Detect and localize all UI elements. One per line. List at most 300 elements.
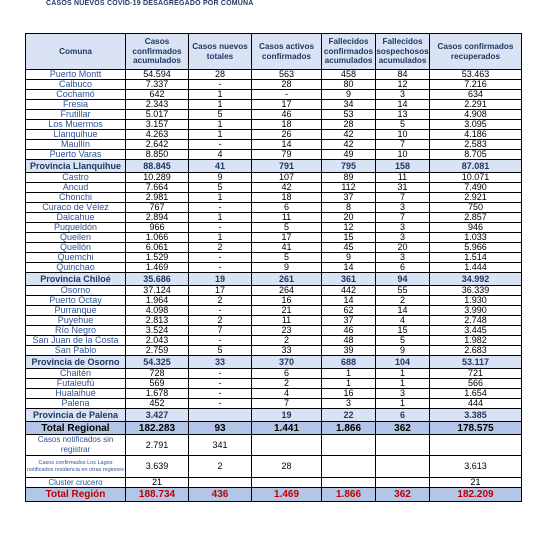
- recuperados-cell: 4.186: [430, 130, 522, 140]
- page-title: CASOS NUEVOS COVID-19 DESAGREGADO POR COMUNA: [46, 0, 254, 7]
- comuna-cell: Chonchi: [26, 193, 126, 203]
- activos-cell: 5: [252, 253, 322, 263]
- comuna-cell: Maullín: [26, 140, 126, 150]
- header-confirmados-acumulados: Casos confirmados acumulados: [126, 34, 189, 70]
- fallecidos-sospechosos-cell: 5: [376, 120, 430, 130]
- fallecidos-confirmados-cell: 1: [322, 369, 376, 379]
- fallecidos-sospechosos-cell: 1: [376, 399, 430, 409]
- recuperados-cell: 4.908: [430, 110, 522, 120]
- nuevos-cell: 5: [189, 346, 252, 356]
- fallecidos-confirmados-cell: 37: [322, 316, 376, 326]
- nuevos-cell: 5: [189, 110, 252, 120]
- confirmados-cell: 3.524: [126, 326, 189, 336]
- activos-cell: [252, 478, 322, 488]
- fallecidos-confirmados-cell: 22: [322, 409, 376, 422]
- nuevos-cell: 2: [189, 316, 252, 326]
- recuperados-cell: 178.575: [430, 422, 522, 435]
- recuperados-cell: 182.209: [430, 488, 522, 502]
- recuperados-cell: 53.117: [430, 356, 522, 369]
- fallecidos-sospechosos-cell: 6: [376, 409, 430, 422]
- recuperados-cell: 750: [430, 203, 522, 213]
- table-row: [26, 306, 522, 316]
- comuna-cell: Río Negro: [26, 326, 126, 336]
- table-row: [26, 203, 522, 213]
- comuna-cell: Puerto Montt: [26, 70, 126, 80]
- recuperados-cell: 87.081: [430, 160, 522, 173]
- confirmados-cell: 54.594: [126, 70, 189, 80]
- activos-cell: 1.441: [252, 422, 322, 435]
- activos-cell: 19: [252, 409, 322, 422]
- recuperados-cell: 2.291: [430, 100, 522, 110]
- table-row: [26, 70, 522, 80]
- table-row: [26, 140, 522, 150]
- nuevos-cell: 9: [189, 173, 252, 183]
- comuna-cell: Quellón: [26, 243, 126, 253]
- activos-cell: 791: [252, 160, 322, 173]
- activos-cell: 563: [252, 70, 322, 80]
- covid-commune-table: [25, 33, 522, 502]
- comuna-cell: Fresia: [26, 100, 126, 110]
- table-row: [26, 286, 522, 296]
- confirmados-cell: 54.325: [126, 356, 189, 369]
- activos-cell: 9: [252, 263, 322, 273]
- comuna-cell: San Juan de la Costa: [26, 336, 126, 346]
- confirmados-cell: 2.791: [126, 435, 189, 456]
- comuna-cell: Provincia Chiloé: [26, 273, 126, 286]
- activos-cell: 28: [252, 456, 322, 478]
- fallecidos-sospechosos-cell: 11: [376, 173, 430, 183]
- nuevos-cell: -: [189, 140, 252, 150]
- fallecidos-sospechosos-cell: 94: [376, 273, 430, 286]
- table-row: [26, 193, 522, 203]
- confirmados-cell: 3.639: [126, 456, 189, 478]
- confirmados-cell: 3.157: [126, 120, 189, 130]
- fallecidos-confirmados-cell: 9: [322, 90, 376, 100]
- nuevos-cell: 2: [189, 456, 252, 478]
- comuna-cell: Purranque: [26, 306, 126, 316]
- confirmados-cell: 1.529: [126, 253, 189, 263]
- activos-cell: 28: [252, 80, 322, 90]
- confirmados-cell: 6.061: [126, 243, 189, 253]
- recuperados-cell: 34.992: [430, 273, 522, 286]
- confirmados-cell: 7.664: [126, 183, 189, 193]
- comuna-cell: Casos notificados sin registrar: [26, 435, 126, 456]
- activos-cell: 14: [252, 140, 322, 150]
- activos-cell: 11: [252, 316, 322, 326]
- fallecidos-sospechosos-cell: 362: [376, 488, 430, 502]
- fallecidos-sospechosos-cell: 14: [376, 100, 430, 110]
- nuevos-cell: 17: [189, 286, 252, 296]
- nuevos-cell: 93: [189, 422, 252, 435]
- fallecidos-sospechosos-cell: 362: [376, 422, 430, 435]
- activos-cell: 18: [252, 193, 322, 203]
- nuevos-cell: 5: [189, 183, 252, 193]
- comuna-cell: Casos confirmados Los Lagos notificados residencia en otras regiones: [26, 456, 126, 478]
- fallecidos-sospechosos-cell: 3: [376, 389, 430, 399]
- recuperados-cell: 1.444: [430, 263, 522, 273]
- comuna-cell: Palena: [26, 399, 126, 409]
- activos-cell: 18: [252, 120, 322, 130]
- fallecidos-sospechosos-cell: 2: [376, 296, 430, 306]
- recuperados-cell: 1.514: [430, 253, 522, 263]
- confirmados-cell: 767: [126, 203, 189, 213]
- confirmados-cell: 1.066: [126, 233, 189, 243]
- activos-cell: -: [252, 90, 322, 100]
- comuna-cell: Ancud: [26, 183, 126, 193]
- header-casos-nuevos: Casos nuevos totales: [189, 34, 252, 70]
- fallecidos-sospechosos-cell: 6: [376, 263, 430, 273]
- fallecidos-sospechosos-cell: 7: [376, 193, 430, 203]
- table-row: [26, 233, 522, 243]
- fallecidos-confirmados-cell: 34: [322, 100, 376, 110]
- confirmados-cell: 569: [126, 379, 189, 389]
- fallecidos-confirmados-cell: 39: [322, 346, 376, 356]
- fallecidos-confirmados-cell: 53: [322, 110, 376, 120]
- nuevos-cell: 1: [189, 130, 252, 140]
- table-row: [26, 173, 522, 183]
- recuperados-cell: [430, 435, 522, 456]
- activos-cell: 33: [252, 346, 322, 356]
- activos-cell: 26: [252, 130, 322, 140]
- confirmados-cell: 10.289: [126, 173, 189, 183]
- confirmados-cell: 2.981: [126, 193, 189, 203]
- activos-cell: 11: [252, 213, 322, 223]
- comuna-cell: Quemchi: [26, 253, 126, 263]
- table-row: [26, 130, 522, 140]
- fallecidos-confirmados-cell: 46: [322, 326, 376, 336]
- nuevos-cell: 4: [189, 150, 252, 160]
- fallecidos-sospechosos-cell: 7: [376, 213, 430, 223]
- fallecidos-confirmados-cell: 12: [322, 223, 376, 233]
- recuperados-cell: 1.930: [430, 296, 522, 306]
- recuperados-cell: 3.445: [430, 326, 522, 336]
- activos-cell: 17: [252, 233, 322, 243]
- fallecidos-confirmados-cell: 1.866: [322, 488, 376, 502]
- fallecidos-sospechosos-cell: 3: [376, 203, 430, 213]
- header-row: [26, 34, 522, 70]
- comuna-cell: Puerto Octay: [26, 296, 126, 306]
- fallecidos-confirmados-cell: 361: [322, 273, 376, 286]
- fallecidos-confirmados-cell: 16: [322, 389, 376, 399]
- recuperados-cell: 566: [430, 379, 522, 389]
- fallecidos-sospechosos-cell: 3: [376, 253, 430, 263]
- fallecidos-sospechosos-cell: [376, 435, 430, 456]
- header-recuperados: Casos confirmados recuperados: [430, 34, 522, 70]
- fallecidos-sospechosos-cell: 12: [376, 80, 430, 90]
- nuevos-cell: 7: [189, 326, 252, 336]
- comuna-cell: Cochamó: [26, 90, 126, 100]
- activos-cell: 46: [252, 110, 322, 120]
- comuna-cell: Puqueldón: [26, 223, 126, 233]
- regional-total-row: [26, 422, 522, 435]
- fallecidos-sospechosos-cell: 31: [376, 183, 430, 193]
- confirmados-cell: 188.734: [126, 488, 189, 502]
- province-subtotal-row: [26, 273, 522, 286]
- comuna-cell: San Pablo: [26, 346, 126, 356]
- fallecidos-sospechosos-cell: 3: [376, 90, 430, 100]
- activos-cell: [252, 435, 322, 456]
- confirmados-cell: 88.845: [126, 160, 189, 173]
- note-row: [26, 456, 522, 478]
- fallecidos-confirmados-cell: 48: [322, 336, 376, 346]
- nuevos-cell: -: [189, 203, 252, 213]
- confirmados-cell: 966: [126, 223, 189, 233]
- activos-cell: 79: [252, 150, 322, 160]
- recuperados-cell: 21: [430, 478, 522, 488]
- table-row: [26, 336, 522, 346]
- confirmados-cell: 3.427: [126, 409, 189, 422]
- table-row: [26, 183, 522, 193]
- nuevos-cell: 1: [189, 193, 252, 203]
- fallecidos-confirmados-cell: 89: [322, 173, 376, 183]
- confirmados-cell: 2.642: [126, 140, 189, 150]
- fallecidos-sospechosos-cell: 55: [376, 286, 430, 296]
- recuperados-cell: 1.982: [430, 336, 522, 346]
- recuperados-cell: 1.654: [430, 389, 522, 399]
- confirmados-cell: 1.469: [126, 263, 189, 273]
- comuna-cell: Total Regional: [26, 422, 126, 435]
- activos-cell: 2: [252, 336, 322, 346]
- confirmados-cell: 4.263: [126, 130, 189, 140]
- nuevos-cell: 1: [189, 233, 252, 243]
- recuperados-cell: 53.463: [430, 70, 522, 80]
- confirmados-cell: 2.343: [126, 100, 189, 110]
- comuna-cell: Queilen: [26, 233, 126, 243]
- nuevos-cell: 2: [189, 243, 252, 253]
- fallecidos-confirmados-cell: 8: [322, 203, 376, 213]
- recuperados-cell: 634: [430, 90, 522, 100]
- activos-cell: 17: [252, 100, 322, 110]
- table-row: [26, 100, 522, 110]
- confirmados-cell: 2.813: [126, 316, 189, 326]
- confirmados-cell: 2.759: [126, 346, 189, 356]
- confirmados-cell: 2.043: [126, 336, 189, 346]
- comuna-cell: Futaleufú: [26, 379, 126, 389]
- table-row: [26, 253, 522, 263]
- comuna-cell: Puerto Varas: [26, 150, 126, 160]
- nuevos-cell: 33: [189, 356, 252, 369]
- confirmados-cell: 452: [126, 399, 189, 409]
- comuna-cell: Los Muermos: [26, 120, 126, 130]
- fallecidos-confirmados-cell: 112: [322, 183, 376, 193]
- fallecidos-confirmados-cell: 80: [322, 80, 376, 90]
- confirmados-cell: 1.964: [126, 296, 189, 306]
- table-row: [26, 326, 522, 336]
- recuperados-cell: 10.071: [430, 173, 522, 183]
- fallecidos-confirmados-cell: 37: [322, 193, 376, 203]
- table-row: [26, 110, 522, 120]
- nuevos-cell: -: [189, 389, 252, 399]
- fallecidos-sospechosos-cell: 3: [376, 233, 430, 243]
- nuevos-cell: -: [189, 369, 252, 379]
- province-subtotal-row: [26, 356, 522, 369]
- activos-cell: 21: [252, 306, 322, 316]
- comuna-cell: Provincia de Osorno: [26, 356, 126, 369]
- fallecidos-confirmados-cell: 14: [322, 263, 376, 273]
- table-row: [26, 150, 522, 160]
- recuperados-cell: 3.385: [430, 409, 522, 422]
- recuperados-cell: 2.748: [430, 316, 522, 326]
- recuperados-cell: 2.857: [430, 213, 522, 223]
- nuevos-cell: 1: [189, 100, 252, 110]
- fallecidos-confirmados-cell: 688: [322, 356, 376, 369]
- table-row: [26, 243, 522, 253]
- nuevos-cell: 1: [189, 90, 252, 100]
- fallecidos-sospechosos-cell: 5: [376, 336, 430, 346]
- fallecidos-sospechosos-cell: 15: [376, 326, 430, 336]
- recuperados-cell: 721: [430, 369, 522, 379]
- comuna-cell: Osorno: [26, 286, 126, 296]
- fallecidos-confirmados-cell: 42: [322, 140, 376, 150]
- comuna-cell: Cluster crucero: [26, 478, 126, 488]
- activos-cell: 370: [252, 356, 322, 369]
- recuperados-cell: 2.683: [430, 346, 522, 356]
- confirmados-cell: 8.850: [126, 150, 189, 160]
- recuperados-cell: 7.490: [430, 183, 522, 193]
- fallecidos-sospechosos-cell: 14: [376, 306, 430, 316]
- fallecidos-confirmados-cell: [322, 478, 376, 488]
- comuna-cell: Total Región: [26, 488, 126, 502]
- recuperados-cell: 3.095: [430, 120, 522, 130]
- recuperados-cell: 1.033: [430, 233, 522, 243]
- comuna-cell: Dalcahue: [26, 213, 126, 223]
- nuevos-cell: 1: [189, 213, 252, 223]
- table-row: [26, 263, 522, 273]
- activos-cell: 2: [252, 379, 322, 389]
- comuna-cell: Calbuco: [26, 80, 126, 90]
- activos-cell: 41: [252, 243, 322, 253]
- fallecidos-sospechosos-cell: 9: [376, 346, 430, 356]
- confirmados-cell: 35.686: [126, 273, 189, 286]
- fallecidos-sospechosos-cell: 10: [376, 150, 430, 160]
- table-row: [26, 389, 522, 399]
- fallecidos-sospechosos-cell: 158: [376, 160, 430, 173]
- comuna-cell: Chaitén: [26, 369, 126, 379]
- fallecidos-sospechosos-cell: 4: [376, 316, 430, 326]
- table-row: [26, 223, 522, 233]
- comuna-cell: Hualaihué: [26, 389, 126, 399]
- note-row: [26, 435, 522, 456]
- province-subtotal-row: [26, 160, 522, 173]
- confirmados-cell: 4.098: [126, 306, 189, 316]
- fallecidos-sospechosos-cell: 104: [376, 356, 430, 369]
- confirmados-cell: 642: [126, 90, 189, 100]
- comuna-cell: Puyehue: [26, 316, 126, 326]
- confirmados-cell: 7.337: [126, 80, 189, 90]
- fallecidos-confirmados-cell: [322, 435, 376, 456]
- comuna-cell: Llanquihue: [26, 130, 126, 140]
- nuevos-cell: -: [189, 306, 252, 316]
- table-row: [26, 120, 522, 130]
- fallecidos-confirmados-cell: 45: [322, 243, 376, 253]
- activos-cell: 261: [252, 273, 322, 286]
- recuperados-cell: 3.990: [430, 306, 522, 316]
- activos-cell: 7: [252, 399, 322, 409]
- nuevos-cell: [189, 478, 252, 488]
- nuevos-cell: 19: [189, 273, 252, 286]
- table-row: [26, 369, 522, 379]
- recuperados-cell: 444: [430, 399, 522, 409]
- table-row: [26, 90, 522, 100]
- fallecidos-sospechosos-cell: 20: [376, 243, 430, 253]
- fallecidos-confirmados-cell: [322, 456, 376, 478]
- nuevos-cell: 436: [189, 488, 252, 502]
- comuna-cell: Provincia Llanquihue: [26, 160, 126, 173]
- nuevos-cell: [189, 409, 252, 422]
- nuevos-cell: -: [189, 253, 252, 263]
- table-row: [26, 213, 522, 223]
- header-fallecidos-confirmados: Fallecidos confirmados acumulados: [322, 34, 376, 70]
- nuevos-cell: -: [189, 80, 252, 90]
- activos-cell: 23: [252, 326, 322, 336]
- fallecidos-sospechosos-cell: 13: [376, 110, 430, 120]
- comuna-cell: Castro: [26, 173, 126, 183]
- activos-cell: 16: [252, 296, 322, 306]
- confirmados-cell: 182.283: [126, 422, 189, 435]
- fallecidos-confirmados-cell: 49: [322, 150, 376, 160]
- comuna-cell: Curaco de Vélez: [26, 203, 126, 213]
- grand-total-row: [26, 488, 522, 502]
- fallecidos-confirmados-cell: 1: [322, 379, 376, 389]
- activos-cell: 264: [252, 286, 322, 296]
- activos-cell: 4: [252, 389, 322, 399]
- table-row: [26, 296, 522, 306]
- fallecidos-confirmados-cell: 28: [322, 120, 376, 130]
- activos-cell: 6: [252, 203, 322, 213]
- fallecidos-sospechosos-cell: [376, 456, 430, 478]
- activos-cell: 5: [252, 223, 322, 233]
- fallecidos-confirmados-cell: 15: [322, 233, 376, 243]
- fallecidos-confirmados-cell: 442: [322, 286, 376, 296]
- activos-cell: 1.469: [252, 488, 322, 502]
- fallecidos-sospechosos-cell: 3: [376, 223, 430, 233]
- fallecidos-sospechosos-cell: 84: [376, 70, 430, 80]
- comuna-cell: Provincia de Palena: [26, 409, 126, 422]
- recuperados-cell: 5.966: [430, 243, 522, 253]
- nuevos-cell: -: [189, 379, 252, 389]
- confirmados-cell: 728: [126, 369, 189, 379]
- nuevos-cell: 41: [189, 160, 252, 173]
- fallecidos-confirmados-cell: 20: [322, 213, 376, 223]
- header-fallecidos-sospechosos: Fallecidos sospechosos acumulados: [376, 34, 430, 70]
- activos-cell: 42: [252, 183, 322, 193]
- fallecidos-sospechosos-cell: 1: [376, 369, 430, 379]
- nuevos-cell: -: [189, 399, 252, 409]
- fallecidos-confirmados-cell: 458: [322, 70, 376, 80]
- recuperados-cell: 36.339: [430, 286, 522, 296]
- fallecidos-confirmados-cell: 1.866: [322, 422, 376, 435]
- fallecidos-confirmados-cell: 62: [322, 306, 376, 316]
- recuperados-cell: 7.216: [430, 80, 522, 90]
- comuna-cell: Frutillar: [26, 110, 126, 120]
- nuevos-cell: -: [189, 336, 252, 346]
- confirmados-cell: 5.017: [126, 110, 189, 120]
- note-row: [26, 478, 522, 488]
- nuevos-cell: 28: [189, 70, 252, 80]
- recuperados-cell: 8.705: [430, 150, 522, 160]
- fallecidos-sospechosos-cell: 7: [376, 140, 430, 150]
- table-row: [26, 80, 522, 90]
- recuperados-cell: 3.613: [430, 456, 522, 478]
- fallecidos-confirmados-cell: 795: [322, 160, 376, 173]
- fallecidos-sospechosos-cell: 1: [376, 379, 430, 389]
- nuevos-cell: 341: [189, 435, 252, 456]
- recuperados-cell: 2.921: [430, 193, 522, 203]
- nuevos-cell: 2: [189, 296, 252, 306]
- fallecidos-sospechosos-cell: [376, 478, 430, 488]
- activos-cell: 107: [252, 173, 322, 183]
- confirmados-cell: 37.124: [126, 286, 189, 296]
